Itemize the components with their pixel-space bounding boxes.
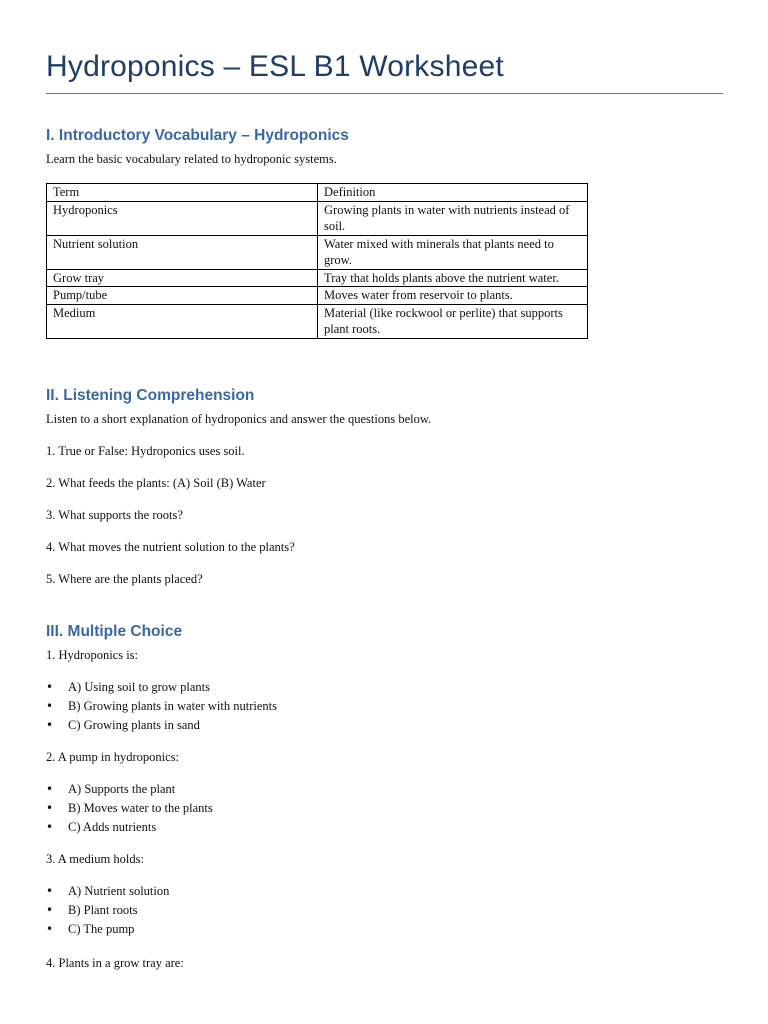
title-divider [46, 93, 723, 94]
list-item [46, 678, 277, 697]
table-cell-definition: Moves water from reservoir to plants. [318, 287, 588, 305]
listening-question-1: 1. True or False: Hydroponics uses soil. [46, 444, 245, 458]
option-text: C) The pump [68, 922, 135, 937]
option-text: B) Growing plants in water with nutrients [68, 699, 277, 714]
section1-intro: Learn the basic vocabulary related to hydroponic systems. [46, 152, 337, 166]
option-text: B) Plant roots [68, 903, 138, 918]
mc-question-1-options [46, 678, 277, 736]
table-cell-definition: Tray that holds plants above the nutrient water. [318, 269, 588, 287]
listening-question-3: 3. What supports the roots? [46, 508, 183, 522]
bullet-icon: • [46, 699, 54, 714]
mc-question-4-prompt: 4. Plants in a grow tray are: [46, 956, 184, 970]
list-item [46, 901, 169, 920]
section2-heading: II. Listening Comprehension [46, 387, 255, 404]
table-header-term: Term [47, 184, 318, 202]
bullet-icon: • [46, 884, 54, 898]
list-item [46, 697, 277, 716]
option-text: A) Nutrient solution [68, 884, 170, 898]
table-cell-term: Medium [47, 304, 318, 338]
table-cell-definition: Water mixed with minerals that plants need to grow. [318, 235, 588, 269]
list-item [46, 799, 213, 818]
table-row [47, 269, 588, 287]
table-header-definition: Definition [318, 184, 588, 202]
table-header-row [47, 184, 588, 202]
table-cell-definition: Material (like rockwool or perlite) that supports plant roots. [318, 304, 588, 338]
option-text: C) Growing plants in sand [68, 718, 200, 733]
bullet-icon: • [46, 922, 54, 937]
mc-question-2-prompt: 2. A pump in hydroponics: [46, 750, 179, 764]
table-cell-term: Nutrient solution [47, 235, 318, 269]
list-item [46, 780, 213, 799]
table-row [47, 201, 588, 235]
table-cell-term: Pump/tube [47, 287, 318, 305]
table-cell-definition: Growing plants in water with nutrients instead of soil. [318, 201, 588, 235]
table-row [47, 235, 588, 269]
listening-question-4: 4. What moves the nutrient solution to the plants? [46, 540, 295, 554]
option-text: C) Adds nutrients [68, 820, 157, 835]
option-text: A) Supports the plant [68, 782, 176, 796]
bullet-icon: • [46, 680, 54, 694]
option-text: A) Using soil to grow plants [68, 680, 211, 694]
option-text: B) Moves water to the plants [68, 801, 213, 816]
mc-question-3-prompt: 3. A medium holds: [46, 852, 144, 866]
bullet-icon: • [46, 903, 54, 918]
list-item [46, 716, 277, 735]
section3-heading: III. Multiple Choice [46, 623, 183, 640]
listening-question-2: 2. What feeds the plants: (A) Soil (B) Water [46, 476, 266, 490]
table-row [47, 304, 588, 338]
mc-question-1-prompt: 1. Hydroponics is: [46, 648, 139, 662]
table-cell-term: Grow tray [47, 269, 318, 287]
section2-intro: Listen to a short explanation of hydroponics and answer the questions below. [46, 412, 432, 426]
listening-question-5: 5. Where are the plants placed? [46, 572, 203, 586]
list-item [46, 920, 169, 939]
bullet-icon: • [46, 820, 54, 835]
mc-question-2-options [46, 780, 213, 838]
table-cell-term: Hydroponics [47, 201, 318, 235]
list-item [46, 882, 169, 901]
bullet-icon: • [46, 718, 54, 733]
bullet-icon: • [46, 801, 54, 816]
bullet-icon: • [46, 782, 54, 796]
list-item [46, 818, 213, 837]
mc-question-3-options [46, 882, 169, 940]
section1-heading: I. Introductory Vocabulary – Hydroponics [46, 127, 349, 144]
page-title: Hydroponics – ESL B1 Worksheet [46, 50, 504, 83]
table-row [47, 287, 588, 305]
vocabulary-table [46, 183, 588, 339]
